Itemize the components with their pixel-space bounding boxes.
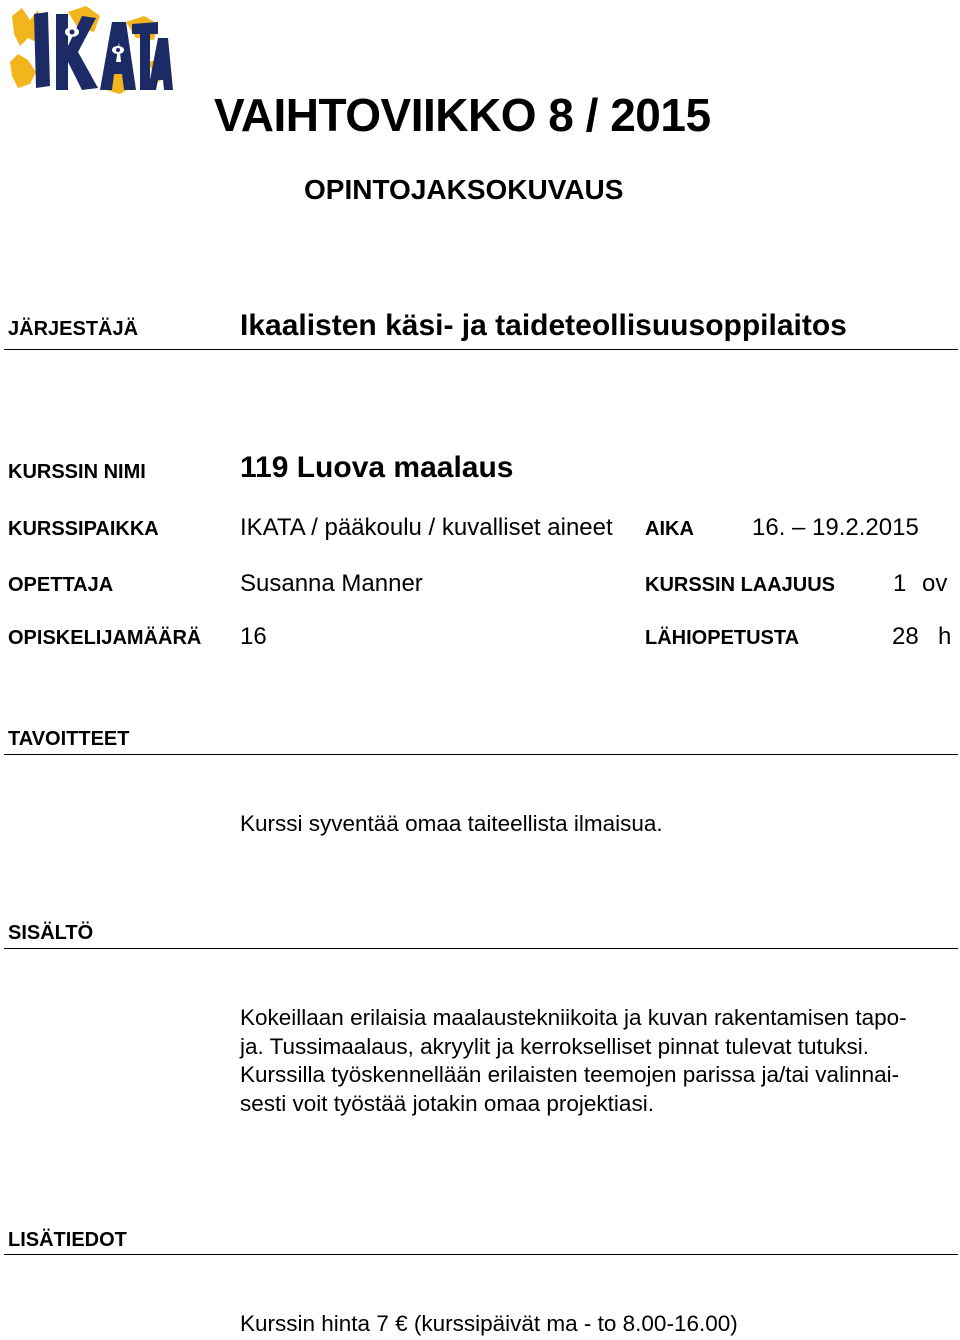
page-title: VAIHTOVIIKKO 8 / 2015	[214, 89, 711, 141]
page-subtitle: OPINTOJAKSOKUVAUS	[304, 174, 624, 205]
teacher-value: Susanna Manner	[240, 570, 423, 597]
extra-heading: LISÄTIEDOT	[8, 1229, 127, 1251]
course-time-label: AIKA	[645, 518, 694, 540]
ikata-logo	[8, 2, 173, 102]
content-line: Kurssilla työskennellään erilaisten teemojen parissa ja/tai valinnai-	[240, 1062, 900, 1087]
divider	[4, 948, 958, 949]
content-heading: SISÄLTÖ	[8, 922, 94, 944]
content-line: Kokeillaan erilaisia maalaustekniikoita ja kuvan rakentamisen tapo-	[240, 1005, 907, 1030]
students-label: OPISKELIJAMÄÄRÄ	[8, 627, 202, 649]
divider	[4, 349, 958, 350]
contact-hours-unit: h	[938, 623, 952, 650]
organizer-label: JÄRJESTÄJÄ	[8, 318, 139, 340]
contact-hours-label: LÄHIOPETUSTA	[645, 627, 800, 649]
contact-hours-number: 28	[892, 623, 919, 650]
divider	[4, 754, 958, 755]
course-place-label: KURSSIPAIKKA	[8, 518, 159, 540]
logo-text: IKATA	[12, 100, 15, 101]
divider	[4, 1254, 958, 1255]
course-place-value: IKATA / pääkoulu / kuvalliset aineet	[240, 514, 613, 541]
scope-label: KURSSIN LAAJUUS	[645, 574, 836, 596]
course-time-value: 16. – 19.2.2015	[752, 514, 919, 541]
extra-text: Kurssin hinta 7 € (kurssipäivät ma - to 8.00-16.00)	[240, 1311, 738, 1336]
goals-text: Kurssi syventää omaa taiteellista ilmaisua.	[240, 811, 663, 836]
students-value: 16	[240, 623, 267, 650]
course-name-value: 119 Luova maalaus	[240, 451, 514, 484]
course-name-label: KURSSIN NIMI	[8, 461, 146, 483]
scope-unit: ov	[922, 570, 948, 597]
goals-heading: TAVOITTEET	[8, 728, 130, 750]
content-line: sesti voit työstää jotakin omaa projektiasi.	[240, 1090, 654, 1116]
organizer-value: Ikaalisten käsi- ja taideteollisuusoppilaitos	[240, 309, 847, 342]
teacher-label: OPETTAJA	[8, 574, 114, 596]
content-line: ja. Tussimaalaus, akryylit ja kerrokselliset pinnat tulevat tutuksi.	[240, 1033, 870, 1059]
content-paragraph	[240, 1004, 956, 1118]
scope-number: 1	[893, 570, 907, 597]
